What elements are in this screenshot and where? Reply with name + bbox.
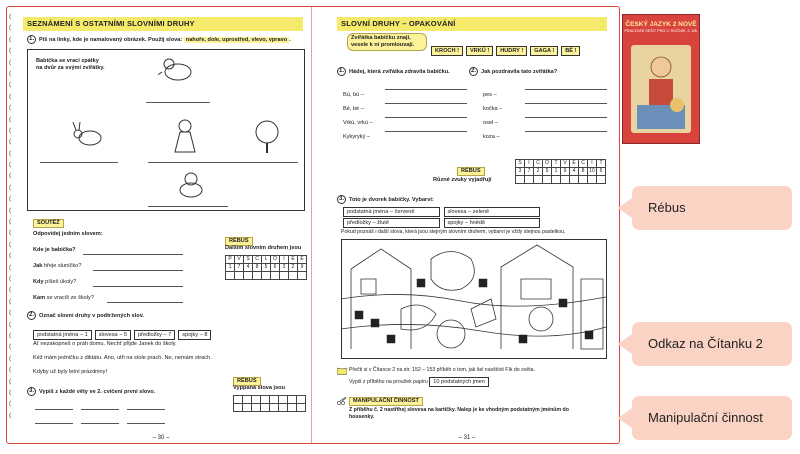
callout-reading-label: Odkaz na Čítanku 2 [648, 336, 763, 351]
rebus-letter: O [543, 160, 552, 168]
reading-reference: Přečti si v Čítance 2 na str. 152 – 153 příběh o tom, jak šel navštívit Fík do světa. [349, 367, 535, 373]
rebus-answer-cell[interactable] [561, 176, 570, 184]
callout-manip-label: Manipulační činnost [648, 410, 763, 425]
word-class-tag: spojky – 8 [178, 330, 211, 340]
rebus-answer-cell[interactable] [243, 396, 252, 404]
answer-line[interactable] [35, 409, 73, 410]
rebus-answer-cell[interactable] [261, 396, 270, 404]
rebus-letter: C [579, 160, 588, 168]
answer-line[interactable] [148, 206, 228, 207]
task2-line-3: Kdyby už byly letní prázdniny! [33, 369, 107, 375]
rebus-answer-cell[interactable] [252, 404, 261, 412]
color-key-item: spojky – hnědě [444, 218, 541, 228]
rebus-letter: V [235, 256, 244, 264]
workbook-cover [622, 14, 700, 144]
answer-line[interactable] [385, 103, 467, 104]
r-rebus-title: RÉBUS [457, 167, 485, 176]
right-page [319, 11, 617, 441]
answer-line[interactable] [81, 409, 119, 410]
speech-bubble: Zvířátka babičku znají, vesele k ní promlouvají. [347, 33, 427, 51]
fill-in-label: Bú, bú – [343, 92, 364, 98]
task-number: 1. [338, 68, 344, 74]
task-number: 1. [28, 36, 34, 42]
rebus-answer-cell[interactable] [244, 272, 253, 280]
rebus-answer-cell[interactable] [516, 176, 525, 184]
r-task2-items [483, 83, 613, 139]
rebus1-grid [225, 255, 307, 280]
soutez-q2: hřeje sluníčko? [42, 263, 82, 269]
soutez-q1: Kde je babička? [33, 247, 76, 253]
soutez-q3-bold: Kdy [33, 279, 44, 285]
fill-in-row [483, 83, 613, 97]
fill-in-row [483, 97, 613, 111]
rebus-answer-cell[interactable] [270, 404, 279, 412]
rebus2-subtitle: Vyppaná slova jsou [233, 385, 286, 391]
answer-line[interactable] [93, 270, 183, 271]
answer-line[interactable] [525, 117, 607, 118]
answer-line[interactable] [385, 131, 467, 132]
cat-icon [174, 170, 208, 200]
fill-in-label: pes – [483, 92, 497, 98]
task-number: 3. [338, 196, 344, 202]
answer-line[interactable] [35, 423, 73, 424]
task2-line-2: Kéž mám jedničku z diktátu. Ano, utři na stole prach. Ne, nemám strach. [33, 355, 212, 361]
r-task1-instruction [337, 67, 477, 76]
rebus-letter: T [552, 160, 561, 168]
rebus-letter: E [570, 160, 579, 168]
animal-sound-badge: HUDRY ! [496, 46, 527, 56]
answer-line[interactable] [525, 89, 607, 90]
answer-line[interactable] [148, 162, 228, 163]
rebus-answer-cell[interactable] [252, 396, 261, 404]
fill-in-row [483, 111, 613, 125]
word-class-tag: předložky – 7 [134, 330, 175, 340]
task2-line-1: Ať nezakopneš o práh domu. Nechť přijde Janek do školy. [33, 341, 177, 347]
rebus-number: 2 [289, 264, 298, 272]
fill-in-row [343, 97, 473, 111]
task1-end: . [289, 36, 291, 43]
answer-line[interactable] [228, 162, 298, 163]
reading-task-text: Vypiš z příběhu na proužek papíru [349, 379, 428, 385]
page-number: – 31 – [458, 435, 476, 441]
answer-line[interactable] [385, 117, 467, 118]
rebus-letter: I [588, 160, 597, 168]
rebus-answer-cell[interactable] [579, 176, 588, 184]
soutez-q4-bold: Kam [33, 295, 46, 301]
rebus-number: 3 [516, 168, 525, 176]
rebus-number: 4 [570, 168, 579, 176]
fill-in-label: Kykyryký – [343, 134, 371, 140]
task1-words: nahoře, dole, uprostřed, vlevo, vpravo [185, 36, 288, 43]
callout-rebus-label: Rébus [648, 200, 686, 215]
r-rebus-grid [515, 159, 606, 184]
manip-text: Z příběhu č. 2 nastříhej slovesa na kartičky. Nalep je ke vhodným podstatným jménům do housenky. [349, 407, 569, 420]
manip-title: MANIPULAČNÍ ČINNOST [349, 397, 423, 406]
soutez-q3: píšeš úkoly? [43, 279, 77, 285]
rebus-letter: E [298, 256, 307, 264]
rebus-number: 4 [244, 264, 253, 272]
animal-sound-badge: GAGA ! [530, 46, 558, 56]
animal-sound-badge: BÉ ! [561, 46, 580, 56]
r-task1-text: Hádej, která zvířátka zdravila babičku. [349, 68, 450, 75]
rebus-answer-cell[interactable] [534, 176, 543, 184]
color-key [343, 207, 543, 228]
rebus-letter: C [534, 160, 543, 168]
picture-frame [27, 49, 305, 211]
task-number: 3. [28, 388, 34, 394]
rebus1-title: RÉBUS [225, 237, 253, 246]
rebus-number: 6 [271, 264, 280, 272]
soutez-q2-bold: Jak [33, 263, 43, 269]
word-class-tag: podstatná jména – 1 [33, 330, 92, 340]
soutez-question-3 [33, 279, 76, 286]
rebus-answer-cell[interactable] [552, 176, 561, 184]
color-key-item: podstatná jména – červeně [343, 207, 440, 217]
rebus-number: 8 [253, 264, 262, 272]
answer-line[interactable] [81, 423, 119, 424]
rebus-letter: V [561, 160, 570, 168]
rebus-number: 7 [235, 264, 244, 272]
answer-line[interactable] [127, 423, 165, 424]
reading-task [349, 377, 611, 387]
rebus-letter: E [289, 256, 298, 264]
word-class-tag: slovesa – 5 [95, 330, 131, 340]
task3-text: Vypiš z každé věty ve 2. cvičení první slovo. [39, 388, 156, 395]
answer-line[interactable] [146, 102, 210, 103]
r-task3-text: Toto je dvorek babičky. Vybarvi: [349, 196, 434, 203]
r-task1-items [343, 83, 473, 139]
callout-pointer [618, 334, 632, 354]
rebus-answer-cell[interactable] [270, 396, 279, 404]
rebus-number: 9 [298, 264, 307, 272]
fill-in-label: Vrkú, vrkú – [343, 120, 373, 126]
answer-line[interactable] [385, 89, 467, 90]
task2-tags [33, 323, 313, 341]
rebus-answer-cell[interactable] [543, 176, 552, 184]
rebus-answer-cell[interactable] [297, 396, 306, 404]
rebus-answer-cell[interactable] [288, 396, 297, 404]
rebus-answer-cell[interactable] [597, 176, 606, 184]
rebus-number: 10 [588, 168, 597, 176]
rebus-number: 6 [597, 168, 606, 176]
rebus-number: 2 [534, 168, 543, 176]
soutez-q4: se vracíš ze školy? [45, 295, 94, 301]
rebus-letter: T [597, 160, 606, 168]
rebus-answer-cell[interactable] [234, 404, 243, 412]
grandmother-icon [168, 116, 202, 154]
rebus-number: 8 [579, 168, 588, 176]
task1-text: Piš na linky, kde je namalovaný obrázek. Použij slova: [39, 36, 183, 43]
cover-illustration [631, 45, 691, 133]
callout-rebus [632, 186, 792, 230]
answer-line[interactable] [107, 302, 183, 303]
courtyard-coloring-picture[interactable] [341, 239, 607, 359]
rebus-answer-cell[interactable] [297, 404, 306, 412]
soutez-question-1 [33, 247, 213, 254]
fill-in-row [343, 83, 473, 97]
rebus-answer-cell[interactable] [261, 404, 270, 412]
task2-instruction [27, 311, 307, 320]
fill-in-label: kočka – [483, 106, 503, 112]
rebus-number: 5 [262, 264, 271, 272]
task2-text: Označ slovní druhy v podtržených slov. [39, 312, 144, 319]
cat-icon [158, 54, 198, 84]
spread-gutter [311, 7, 312, 443]
animal-sound-badge: KROCH ! [431, 46, 463, 56]
fill-in-label: osel – [483, 120, 498, 126]
rebus-letter: I [525, 160, 534, 168]
rebus-answer-cell[interactable] [279, 404, 288, 412]
right-page-header: SLOVNÍ DRUHY – OPAKOVÁNÍ [337, 17, 607, 31]
rebus-number: 7 [525, 168, 534, 176]
answer-line[interactable] [127, 409, 165, 410]
callout-manipulation [632, 396, 792, 440]
rebus-letter: O [271, 256, 280, 264]
rebus-answer-cell[interactable] [588, 176, 597, 184]
rabbit-icon [68, 120, 108, 150]
rebus-letter: C [253, 256, 262, 264]
animal-sound-badge: VRKÚ ! [466, 46, 493, 56]
rebus1-subtitle: Dalším slovním druhem jsou [225, 245, 302, 251]
callout-reading [632, 322, 792, 366]
r-rebus-subtitle: Různé zvuky vyjadřují [433, 177, 492, 183]
rebus-number: 9 [561, 168, 570, 176]
family-illustration-icon [631, 45, 691, 133]
rebus-number: 1 [226, 264, 235, 272]
answer-line[interactable] [83, 254, 183, 255]
left-page-header: SEZNÁMENÍ S OSTATNÍMI SLOVNÍMI DRUHY [23, 17, 303, 31]
soutez-question-4 [33, 295, 94, 302]
rebus2-title: RÉBUS [233, 377, 261, 386]
r-task2-instruction [469, 67, 609, 76]
rebus-answer-cell[interactable] [271, 272, 280, 280]
answer-line[interactable] [93, 286, 183, 287]
task-number: 2. [470, 68, 476, 74]
rebus-answer-cell[interactable] [525, 176, 534, 184]
animal-sounds [431, 39, 611, 57]
page-number: – 30 – [152, 435, 170, 441]
reading-task-box: 10 podstatných jmen [429, 377, 489, 387]
answer-line[interactable] [525, 103, 607, 104]
rebus-answer-cell[interactable] [289, 272, 298, 280]
rebus-letter: S [516, 160, 525, 168]
callout-pointer [618, 408, 632, 428]
color-instruction: Pokud poznáš i další slova, která jsou stejným slovním druhem, vybarvi je vždy stejnou pastelkou. [341, 229, 566, 235]
rebus-letter: L [262, 256, 271, 264]
rebus-number: 1 [552, 168, 561, 176]
fill-in-label: Bé, bé – [343, 106, 364, 112]
rebus-number: 5 [543, 168, 552, 176]
callout-pointer [618, 198, 632, 218]
workbook-spread [6, 6, 620, 444]
rebus-letter: I [280, 256, 289, 264]
rebus-answer-cell[interactable] [243, 404, 252, 412]
color-key-item: slovesa – zeleně [444, 207, 541, 217]
rebus-answer-cell[interactable] [262, 272, 271, 280]
book-icon [337, 367, 347, 375]
rebus-letter: S [244, 256, 253, 264]
rebus-number: 3 [280, 264, 289, 272]
r-task3-instruction [337, 195, 537, 204]
rebus2-grid [233, 395, 306, 412]
answer-line[interactable] [40, 162, 118, 163]
soutez-title: SOUTĚŽ [33, 219, 64, 228]
story-text: Babička se vrací zpátky na dvůr za svými zvířátky. [36, 58, 105, 71]
fill-in-row [343, 111, 473, 125]
fill-in-row [483, 125, 613, 139]
rebus-answer-cell[interactable] [279, 396, 288, 404]
left-page [11, 11, 311, 441]
rebus-answer-cell[interactable] [570, 176, 579, 184]
answer-line[interactable] [525, 131, 607, 132]
rebus-answer-cell[interactable] [298, 272, 307, 280]
rebus-letter: P [226, 256, 235, 264]
soutez-intro: Odpovídej jedním slovem: [33, 231, 103, 237]
cover-subtitle: PRACOVNÍ SEŠIT PRO 2. ROČNÍK, 2. DÍL [624, 29, 698, 33]
r-task2-text: Jak pozdravila tato zvířátka? [481, 68, 558, 75]
task1-instruction [27, 35, 307, 44]
fill-in-label: koza – [483, 134, 500, 140]
rebus-answer-cell[interactable] [234, 396, 243, 404]
rebus-answer-cell[interactable] [226, 272, 235, 280]
soutez-question-2 [33, 263, 82, 270]
fill-in-row [343, 125, 473, 139]
rebus-answer-cell[interactable] [235, 272, 244, 280]
tree-icon [250, 118, 284, 154]
cover-title: ČESKÝ JAZYK 2 NOVĚ [625, 21, 697, 28]
task3-instruction [27, 387, 227, 396]
rebus-answer-cell[interactable] [280, 272, 289, 280]
task-number: 2. [28, 312, 34, 318]
color-key-item: předložky – žlutě [343, 218, 440, 228]
rebus-answer-cell[interactable] [253, 272, 262, 280]
scissors-icon [337, 397, 347, 405]
rebus-answer-cell[interactable] [288, 404, 297, 412]
